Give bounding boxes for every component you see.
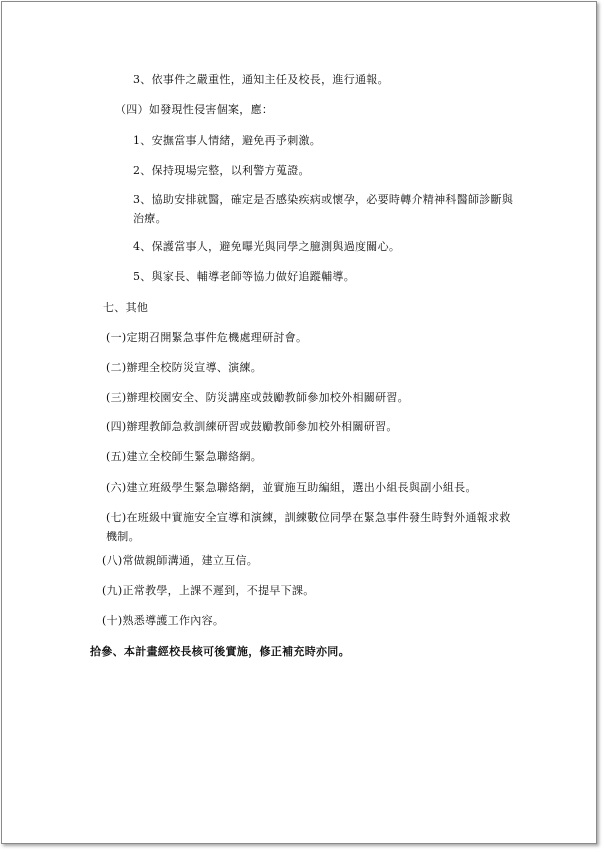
- list-item: (十)熟悉導護工作內容。: [102, 614, 225, 627]
- section-heading: （四）如發現性侵害個案，應：: [115, 103, 274, 116]
- list-item: (四)辦理教師急救訓練研習或鼓勵教師參加校外相關研習。: [106, 420, 398, 433]
- section-heading: 七、其他: [103, 301, 149, 314]
- list-item: (二)辦理全校防災宣導、演練。: [106, 361, 263, 374]
- document-page: [1, 1, 597, 844]
- list-item: (九)正常教學，上課不遲到，不提早下課。: [102, 584, 315, 597]
- list-item: 3、依事件之嚴重性，通知主任及校長，進行通報。: [133, 73, 389, 86]
- list-item: 4、保護當事人，避免曝光與同學之臆測與過度關心。: [133, 240, 401, 253]
- list-item: 1、安撫當事人情緒，避免再予刺激。: [133, 134, 322, 147]
- list-item: 3、協助安排就醫，確定是否感染疾病或懷孕，必要時轉介精神科醫師診斷與治療。: [133, 193, 514, 225]
- list-item: (三)辦理校園安全、防災講座或鼓勵教師參加校外相關研習。: [106, 391, 409, 404]
- list-item: 5、與家長、輔導老師等協力做好追蹤輔導。: [133, 270, 355, 283]
- list-item: (六)建立班級學生緊急聯絡網，並實施互助編組，選出小組長與副小組長。: [106, 481, 477, 494]
- list-item: (八)常做親師溝通，建立互信。: [102, 554, 259, 567]
- list-item: (七)在班級中實施安全宣導和演練，訓練數位同學在緊急事件發生時對外通報求救機制。: [106, 511, 511, 543]
- list-item: (五)建立全校師生緊急聯絡網。: [106, 450, 263, 463]
- section-heading: 拾參、本計畫經校長核可後實施，修正補充時亦同。: [90, 645, 350, 658]
- list-item: 2、保持現場完整，以利警方蒐證。: [133, 164, 310, 177]
- list-item: (一)定期召開緊急事件危機處理研討會。: [106, 331, 308, 344]
